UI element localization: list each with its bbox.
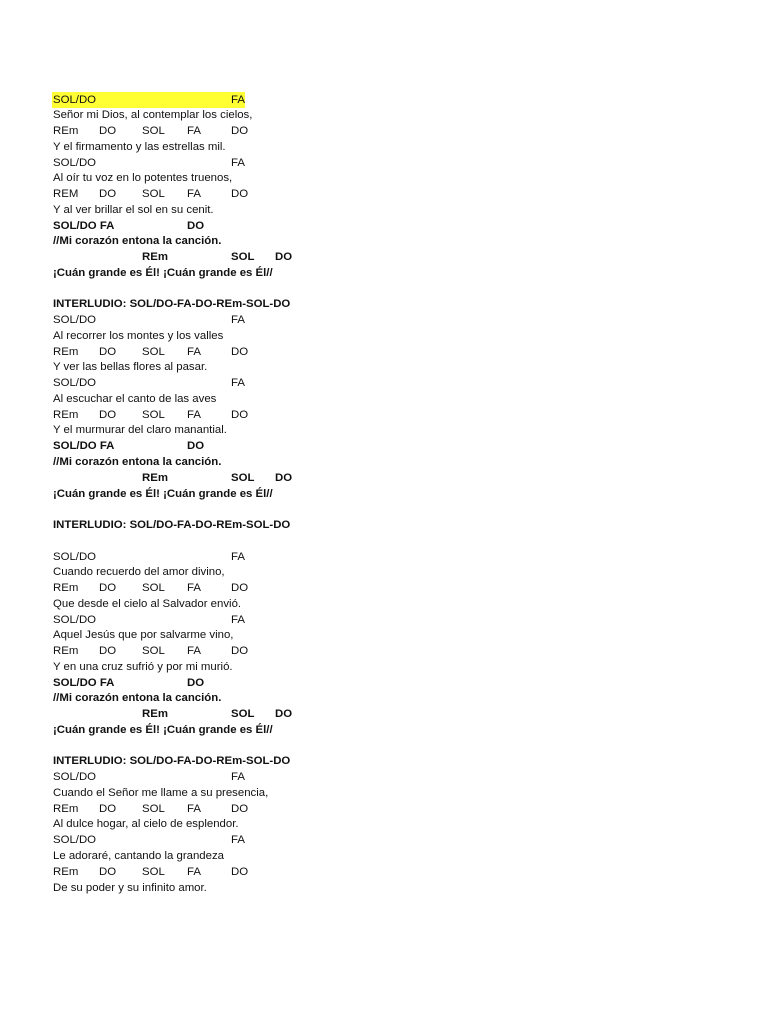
bold-line: [0, 454, 768, 470]
lyric-text: Cuando recuerdo del amor divino,: [53, 566, 225, 579]
chord-label: DO: [275, 251, 293, 264]
bold-text: ¡Cuán grande es Él! ¡Cuán grande es Él//: [53, 266, 273, 279]
lyric-line: [0, 564, 768, 580]
blank-line: [0, 501, 768, 517]
chord-label: DO: [231, 408, 249, 421]
chord-label: FA: [187, 345, 201, 358]
chord-label: REm: [53, 802, 79, 815]
lyric-text: Aquel Jesús que por salvarme vino,: [53, 629, 234, 642]
chord-label: DO: [99, 645, 117, 658]
bold-text: INTERLUDIO: SOL/DO-FA-DO-REm-SOL-DO: [53, 298, 291, 311]
chord-label: DO: [231, 802, 249, 815]
chord-line: [0, 375, 768, 391]
lyric-text: Y en una cruz sufrió y por mi murió.: [53, 660, 233, 673]
bold-text: ¡Cuán grande es Él! ¡Cuán grande es Él//: [53, 487, 273, 500]
chord-line: [0, 769, 768, 785]
chord-line: [0, 612, 768, 628]
chord-line: [0, 832, 768, 848]
chord-label: FA: [187, 188, 201, 201]
bold-line: [0, 486, 768, 502]
chord-line: [0, 549, 768, 565]
lyric-line: [0, 596, 768, 612]
lyric-line: [0, 170, 768, 186]
chord-label: FA: [187, 645, 201, 658]
chord-label: SOL: [142, 408, 165, 421]
chord-label: DO: [99, 188, 117, 201]
chord-line: [0, 801, 768, 817]
lyric-text: Y el murmurar del claro manantial.: [53, 424, 227, 437]
chord-label: DO: [275, 471, 293, 484]
lyric-text: De su poder y su infinito amor.: [53, 881, 207, 894]
blank-line: [0, 738, 768, 754]
bold-text: //Mi corazón entona la canción.: [53, 235, 222, 248]
bold-line: [0, 722, 768, 738]
chord-label: REm: [142, 708, 168, 721]
chord-label: DO: [231, 645, 249, 658]
chord-label: DO: [99, 408, 117, 421]
chord-line: [0, 580, 768, 596]
chord-label: FA: [231, 613, 245, 626]
chord-label: SOL/DO FA: [53, 219, 115, 232]
chord-label: DO: [231, 125, 249, 138]
chord-label: DO: [99, 345, 117, 358]
chord-label: FA: [187, 125, 201, 138]
chord-label: SOL: [142, 188, 165, 201]
chord-label: SOL: [231, 708, 255, 721]
lyric-line: [0, 202, 768, 218]
chord-line: [0, 92, 768, 108]
chord-label: DO: [187, 676, 205, 689]
chord-label: SOL/DO: [53, 771, 97, 784]
chord-line: [0, 186, 768, 202]
lyric-text: Y al ver brillar el sol en su cenit.: [53, 203, 214, 216]
bold-text: INTERLUDIO: SOL/DO-FA-DO-REm-SOL-DO: [53, 519, 291, 532]
chord-line: [0, 470, 768, 486]
chord-label: SOL/DO: [53, 613, 97, 626]
chord-label: SOL/DO FA: [53, 676, 115, 689]
lyric-text: Señor mi Dios, al contemplar los cielos,: [53, 109, 253, 122]
chord-label: SOL/DO: [53, 314, 97, 327]
chord-line: [0, 675, 768, 691]
chord-label: SOL: [142, 645, 165, 658]
chord-label: DO: [275, 708, 293, 721]
lyric-text: Le adoraré, cantando la grandeza: [53, 849, 224, 862]
lyric-line: [0, 107, 768, 123]
lyric-text: Al oír tu voz en lo potentes truenos,: [53, 172, 233, 185]
chord-label: FA: [231, 771, 245, 784]
chord-label: SOL: [142, 582, 165, 595]
chord-label: FA: [231, 156, 245, 169]
chord-label: SOL: [142, 345, 165, 358]
chord-line: [0, 864, 768, 880]
chord-label: FA: [187, 865, 201, 878]
chord-label: REm: [142, 251, 168, 264]
chord-label: FA: [187, 408, 201, 421]
lyric-line: [0, 391, 768, 407]
chord-line: [0, 643, 768, 659]
lyric-line: [0, 659, 768, 675]
chord-label: DO: [231, 865, 249, 878]
bold-text: //Mi corazón entona la canción.: [53, 455, 222, 468]
chord-label: FA: [187, 802, 201, 815]
chord-label: SOL: [142, 802, 165, 815]
chord-label: FA: [231, 550, 245, 563]
chord-line: [0, 249, 768, 265]
lyric-line: [0, 328, 768, 344]
chord-label: SOL/DO FA: [53, 440, 115, 453]
blank-line: [0, 281, 768, 297]
chord-label: SOL/DO: [53, 156, 97, 169]
lyric-text: Y el firmamento y las estrellas mil.: [53, 140, 226, 153]
lyric-text: Al escuchar el canto de las aves: [53, 392, 217, 405]
chord-label: DO: [231, 345, 249, 358]
chord-label: DO: [99, 582, 117, 595]
lyric-line: [0, 422, 768, 438]
chord-label: SOL: [142, 865, 165, 878]
chord-line: [0, 155, 768, 171]
chord-label: REM: [53, 188, 79, 201]
chord-label: DO: [99, 802, 117, 815]
lyric-line: [0, 359, 768, 375]
chord-label: REm: [53, 865, 79, 878]
chord-label: REm: [53, 408, 79, 421]
bold-text: ¡Cuán grande es Él! ¡Cuán grande es Él//: [53, 723, 273, 736]
chord-line: [0, 344, 768, 360]
lyric-text: Cuando el Señor me llame a su presencia,: [53, 786, 269, 799]
chord-line: [0, 407, 768, 423]
chord-label: SOL/DO: [53, 93, 97, 106]
chord-label: FA: [187, 582, 201, 595]
chord-label: SOL/DO: [53, 834, 97, 847]
chord-label: DO: [99, 125, 117, 138]
chord-label: DO: [231, 188, 249, 201]
lyric-line: [0, 848, 768, 864]
chord-label: SOL/DO: [53, 550, 97, 563]
lyric-text: Que desde el cielo al Salvador envió.: [53, 597, 242, 610]
bold-line: [0, 296, 768, 312]
chord-label: SOL: [231, 471, 255, 484]
chord-label: REm: [53, 345, 79, 358]
chord-line: [0, 438, 768, 454]
bold-text: INTERLUDIO: SOL/DO-FA-DO-REm-SOL-DO: [53, 755, 291, 768]
bold-line: [0, 753, 768, 769]
chord-label: REm: [53, 125, 79, 138]
chord-label: FA: [231, 314, 245, 327]
chord-label: DO: [187, 219, 205, 232]
chord-label: REm: [53, 582, 79, 595]
chord-label: FA: [231, 93, 245, 106]
lyric-line: [0, 785, 768, 801]
lyric-line: [0, 816, 768, 832]
chord-label: REm: [142, 471, 168, 484]
bold-line: [0, 233, 768, 249]
chord-line: [0, 312, 768, 328]
bold-line: [0, 517, 768, 533]
chord-label: DO: [231, 582, 249, 595]
chord-line: [0, 123, 768, 139]
chord-line: [0, 706, 768, 722]
chord-line: [0, 218, 768, 234]
chord-label: REm: [53, 645, 79, 658]
lyric-text: Al dulce hogar, al cielo de esplendor.: [53, 818, 239, 831]
chord-label: SOL: [231, 251, 255, 264]
chord-label: SOL/DO: [53, 377, 97, 390]
blank-line: [0, 533, 768, 549]
chord-label: FA: [231, 377, 245, 390]
lyric-line: [0, 627, 768, 643]
chord-label: SOL: [142, 125, 165, 138]
chord-label: FA: [231, 834, 245, 847]
lyric-line: [0, 139, 768, 155]
chord-label: DO: [99, 865, 117, 878]
chord-label: DO: [187, 440, 205, 453]
lyric-text: Y ver las bellas flores al pasar.: [53, 361, 208, 374]
lyric-line: [0, 880, 768, 896]
bold-text: //Mi corazón entona la canción.: [53, 692, 222, 705]
bold-line: [0, 265, 768, 281]
bold-line: [0, 690, 768, 706]
lyric-text: Al recorrer los montes y los valles: [53, 329, 224, 342]
